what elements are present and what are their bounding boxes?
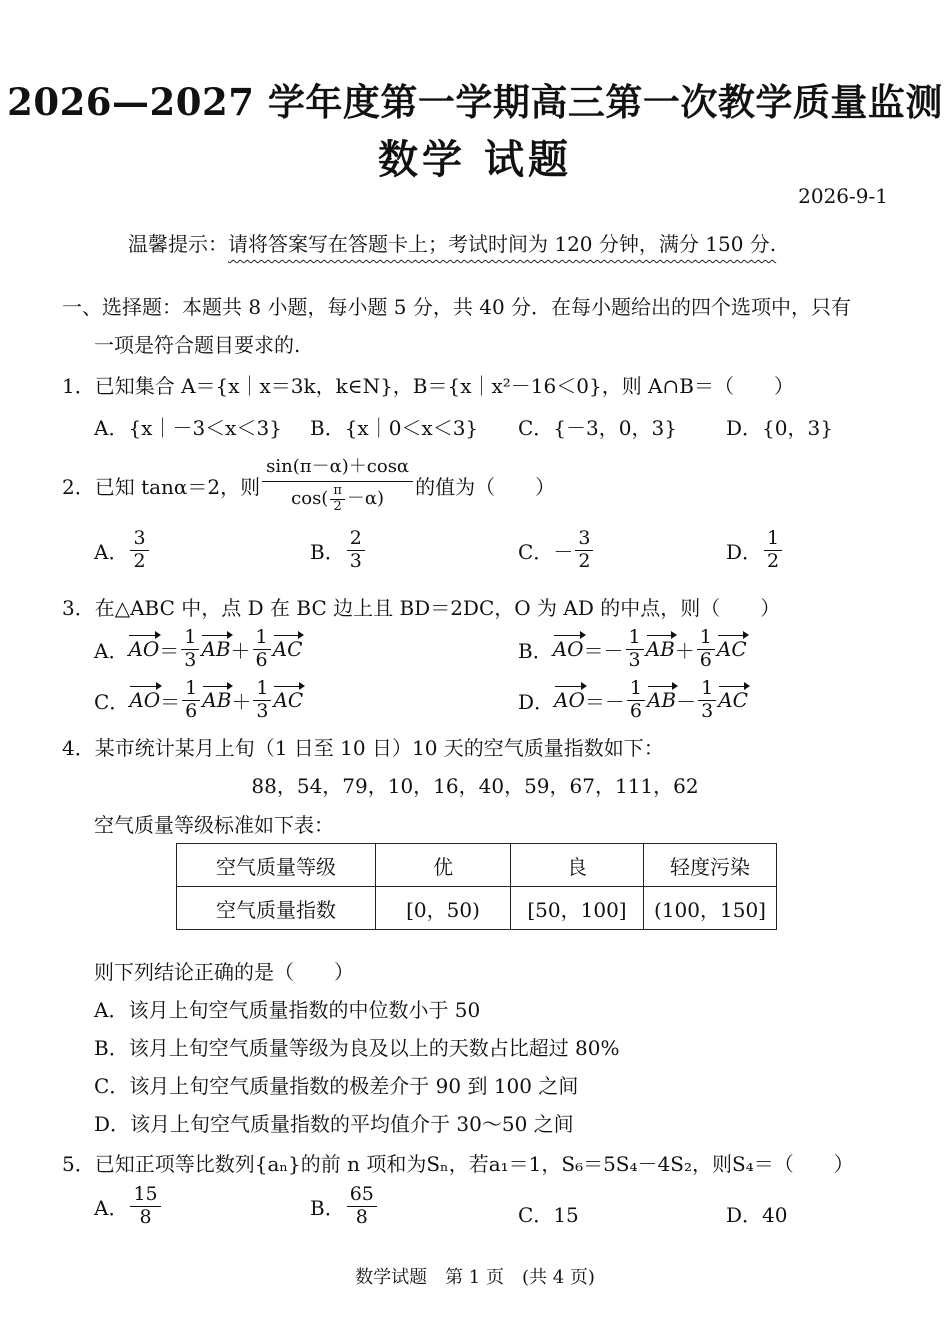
frac-den: 8 bbox=[139, 1205, 152, 1228]
equals-sign: ＝ bbox=[584, 689, 605, 714]
fraction bbox=[130, 1184, 160, 1229]
option-label: A． bbox=[94, 638, 129, 663]
q5-option-b bbox=[310, 1184, 379, 1229]
vector-ao: AO bbox=[129, 688, 161, 713]
fraction bbox=[575, 528, 593, 573]
sign: － bbox=[603, 638, 624, 663]
frac-num: 3 bbox=[575, 528, 593, 551]
frac-den: 2 bbox=[133, 549, 146, 572]
fraction bbox=[130, 528, 148, 573]
fraction bbox=[347, 528, 365, 573]
q2-stem bbox=[62, 457, 555, 515]
vector-ac: AC bbox=[272, 637, 303, 662]
fraction bbox=[182, 678, 200, 723]
q2-den-post: －α) bbox=[346, 487, 385, 509]
operator: － bbox=[676, 689, 697, 714]
vector-ao: AO bbox=[128, 637, 160, 662]
table-cell: 优 bbox=[376, 844, 511, 887]
table-row bbox=[177, 844, 777, 887]
q2-den-frac-den: 2 bbox=[333, 498, 342, 514]
fraction bbox=[764, 528, 782, 573]
equals-sign: ＝ bbox=[159, 638, 180, 663]
q4-question: 则下列结论正确的是（ ） bbox=[94, 960, 354, 984]
frac-den: 6 bbox=[185, 699, 198, 722]
table-cell: 空气质量指数 bbox=[177, 887, 376, 930]
q2-option-d bbox=[726, 528, 784, 573]
operator: ＋ bbox=[230, 638, 251, 663]
frac-num: 1 bbox=[181, 627, 199, 650]
frac-den: 3 bbox=[628, 648, 641, 671]
q2-denominator bbox=[288, 482, 387, 515]
table-cell: (100，150] bbox=[644, 887, 777, 930]
table-cell: 空气质量等级 bbox=[177, 844, 376, 887]
fraction bbox=[253, 627, 271, 672]
q1-option-d: D．{0，3} bbox=[726, 416, 833, 440]
vector-ab: AB bbox=[201, 637, 231, 662]
option-label: D． bbox=[726, 539, 763, 564]
q2-option-a bbox=[94, 528, 151, 573]
q3-option-c bbox=[94, 678, 303, 723]
q5-option-c bbox=[518, 1199, 579, 1228]
fraction bbox=[253, 678, 271, 723]
option-value: 15 bbox=[553, 1203, 579, 1227]
frac-den: 8 bbox=[355, 1205, 368, 1228]
frac-num: 1 bbox=[253, 678, 271, 701]
q2-numerator: sin(π－α)＋cosα bbox=[262, 457, 413, 482]
q3-option-a bbox=[94, 627, 302, 672]
q4-stem: 4．某市统计某月上旬（1 日至 10 日）10 天的空气质量指数如下： bbox=[62, 736, 664, 760]
table-cell: 轻度污染 bbox=[644, 844, 777, 887]
vector-ab: AB bbox=[645, 637, 675, 662]
q5-option-a bbox=[94, 1184, 163, 1229]
option-label: A． bbox=[94, 1195, 129, 1220]
q4-option-a: A．该月上旬空气质量指数的中位数小于 50 bbox=[94, 998, 481, 1022]
frac-num: 1 bbox=[253, 627, 271, 650]
frac-den: 3 bbox=[349, 549, 362, 572]
fraction bbox=[181, 627, 199, 672]
table-cell: [50，100] bbox=[511, 887, 644, 930]
frac-num: 1 bbox=[698, 678, 716, 701]
option-label: D． bbox=[518, 689, 555, 714]
q2-option-b bbox=[310, 528, 367, 573]
q1-option-c: C．{－3，0，3} bbox=[518, 416, 677, 440]
air-quality-table bbox=[176, 843, 777, 930]
tip-text: 请将答案写在答题卡上；考试时间为 120 分钟，满分 150 分. bbox=[228, 232, 777, 256]
fraction bbox=[627, 678, 645, 723]
option-label: C． bbox=[518, 1203, 554, 1227]
q4-option-d: D．该月上旬空气质量指数的平均值介于 30～50 之间 bbox=[94, 1112, 574, 1136]
q1-option-b: B．{x｜0＜x＜3} bbox=[310, 416, 479, 440]
frac-den: 2 bbox=[578, 549, 591, 572]
option-label: C． bbox=[518, 539, 554, 564]
q3-option-d bbox=[518, 678, 748, 723]
frac-den: 6 bbox=[699, 648, 712, 671]
fraction bbox=[697, 627, 715, 672]
q1-option-a: A．{x｜－3＜x＜3} bbox=[94, 416, 282, 440]
frac-num: 1 bbox=[627, 678, 645, 701]
q2-den-frac bbox=[330, 484, 345, 515]
frac-den: 6 bbox=[629, 699, 642, 722]
q2-option-c bbox=[518, 528, 595, 573]
section-heading-line1: 一、选择题：本题共 8 小题，每小题 5 分，共 40 分．在每小题给出的四个选项中，只有 bbox=[62, 295, 852, 319]
option-label: C． bbox=[94, 689, 130, 714]
fraction bbox=[347, 1184, 377, 1229]
q2-suffix: 的值为（ ） bbox=[415, 475, 556, 500]
frac-num: 1 bbox=[626, 627, 644, 650]
q5-option-d bbox=[726, 1199, 788, 1228]
page-footer: 数学试题 第 1 页 (共 4 页) bbox=[355, 1267, 595, 1288]
tip-label: 温馨提示： bbox=[128, 232, 228, 256]
option-value: 40 bbox=[762, 1203, 788, 1227]
frac-den: 6 bbox=[255, 648, 268, 671]
q4-table-intro: 空气质量等级标准如下表： bbox=[94, 813, 334, 837]
q2-expression bbox=[262, 457, 413, 515]
sign: － bbox=[604, 689, 625, 714]
frac-num: 1 bbox=[764, 528, 782, 551]
fraction bbox=[626, 627, 644, 672]
operator: ＋ bbox=[674, 638, 695, 663]
option-label: B． bbox=[310, 539, 345, 564]
vector-ab: AB bbox=[202, 688, 232, 713]
frac-num: 3 bbox=[130, 528, 148, 551]
q4-option-b: B．该月上旬空气质量等级为良及以上的天数占比超过 80% bbox=[94, 1036, 620, 1060]
option-sign: － bbox=[553, 539, 574, 564]
vector-ao: AO bbox=[552, 637, 584, 662]
q2-den-pre: cos( bbox=[291, 487, 329, 509]
frac-den: 3 bbox=[701, 699, 714, 722]
table-row bbox=[177, 887, 777, 930]
q3-option-b bbox=[518, 627, 747, 672]
vector-ac: AC bbox=[273, 688, 304, 713]
q3-stem: 3．在△ABC 中，点 D 在 BC 边上且 BD＝2DC，O 为 AD 的中点，则（ ） bbox=[62, 596, 781, 620]
section-heading-line2: 一项是符合题目要求的. bbox=[94, 333, 301, 357]
frac-num: 65 bbox=[347, 1184, 377, 1207]
equals-sign: ＝ bbox=[583, 638, 604, 663]
frac-num: 15 bbox=[130, 1184, 160, 1207]
q4-option-c: C．该月上旬空气质量指数的极差介于 90 到 100 之间 bbox=[94, 1074, 579, 1098]
option-label: B． bbox=[518, 638, 553, 663]
subject-title: 数学 试题 bbox=[378, 136, 572, 183]
tip-line bbox=[128, 228, 776, 257]
vector-ao: AO bbox=[554, 688, 585, 713]
q2-prefix: 2．已知 tanα＝2，则 bbox=[62, 475, 261, 500]
frac-den: 3 bbox=[184, 648, 197, 671]
frac-num: 1 bbox=[182, 678, 200, 701]
operator: ＋ bbox=[231, 689, 252, 714]
q4-data-line: 88，54，79，10，16，40，59，67，111，62 bbox=[251, 774, 699, 798]
equals-sign: ＝ bbox=[160, 689, 181, 714]
q2-den-frac-num: π bbox=[330, 484, 345, 500]
option-label: A． bbox=[94, 539, 129, 564]
frac-num: 1 bbox=[697, 627, 715, 650]
vector-ab: AB bbox=[646, 688, 677, 713]
option-label: D． bbox=[726, 1203, 763, 1227]
table-cell: 良 bbox=[511, 844, 644, 887]
frac-num: 2 bbox=[347, 528, 365, 551]
frac-den: 2 bbox=[767, 549, 780, 572]
vector-ac: AC bbox=[716, 637, 747, 662]
vector-ac: AC bbox=[718, 688, 748, 713]
frac-den: 3 bbox=[256, 699, 269, 722]
q1-stem: 1．已知集合 A＝{x｜x＝3k，k∈N}，B＝{x｜x²－16＜0}，则 A∩B＝（ ） bbox=[62, 374, 794, 398]
fraction bbox=[698, 678, 716, 723]
option-label: B． bbox=[310, 1195, 345, 1220]
table-cell: [0，50) bbox=[376, 887, 511, 930]
exam-date: 2026-9-1 bbox=[798, 184, 888, 208]
q5-stem: 5．已知正项等比数列{aₙ}的前 n 项和为Sₙ，若a₁＝1，S₆＝5S₄－4S₂，则S₄＝（ ） bbox=[62, 1152, 854, 1176]
exam-title: 2026—2027 学年度第一学期高三第一次教学质量监测 bbox=[7, 80, 943, 124]
